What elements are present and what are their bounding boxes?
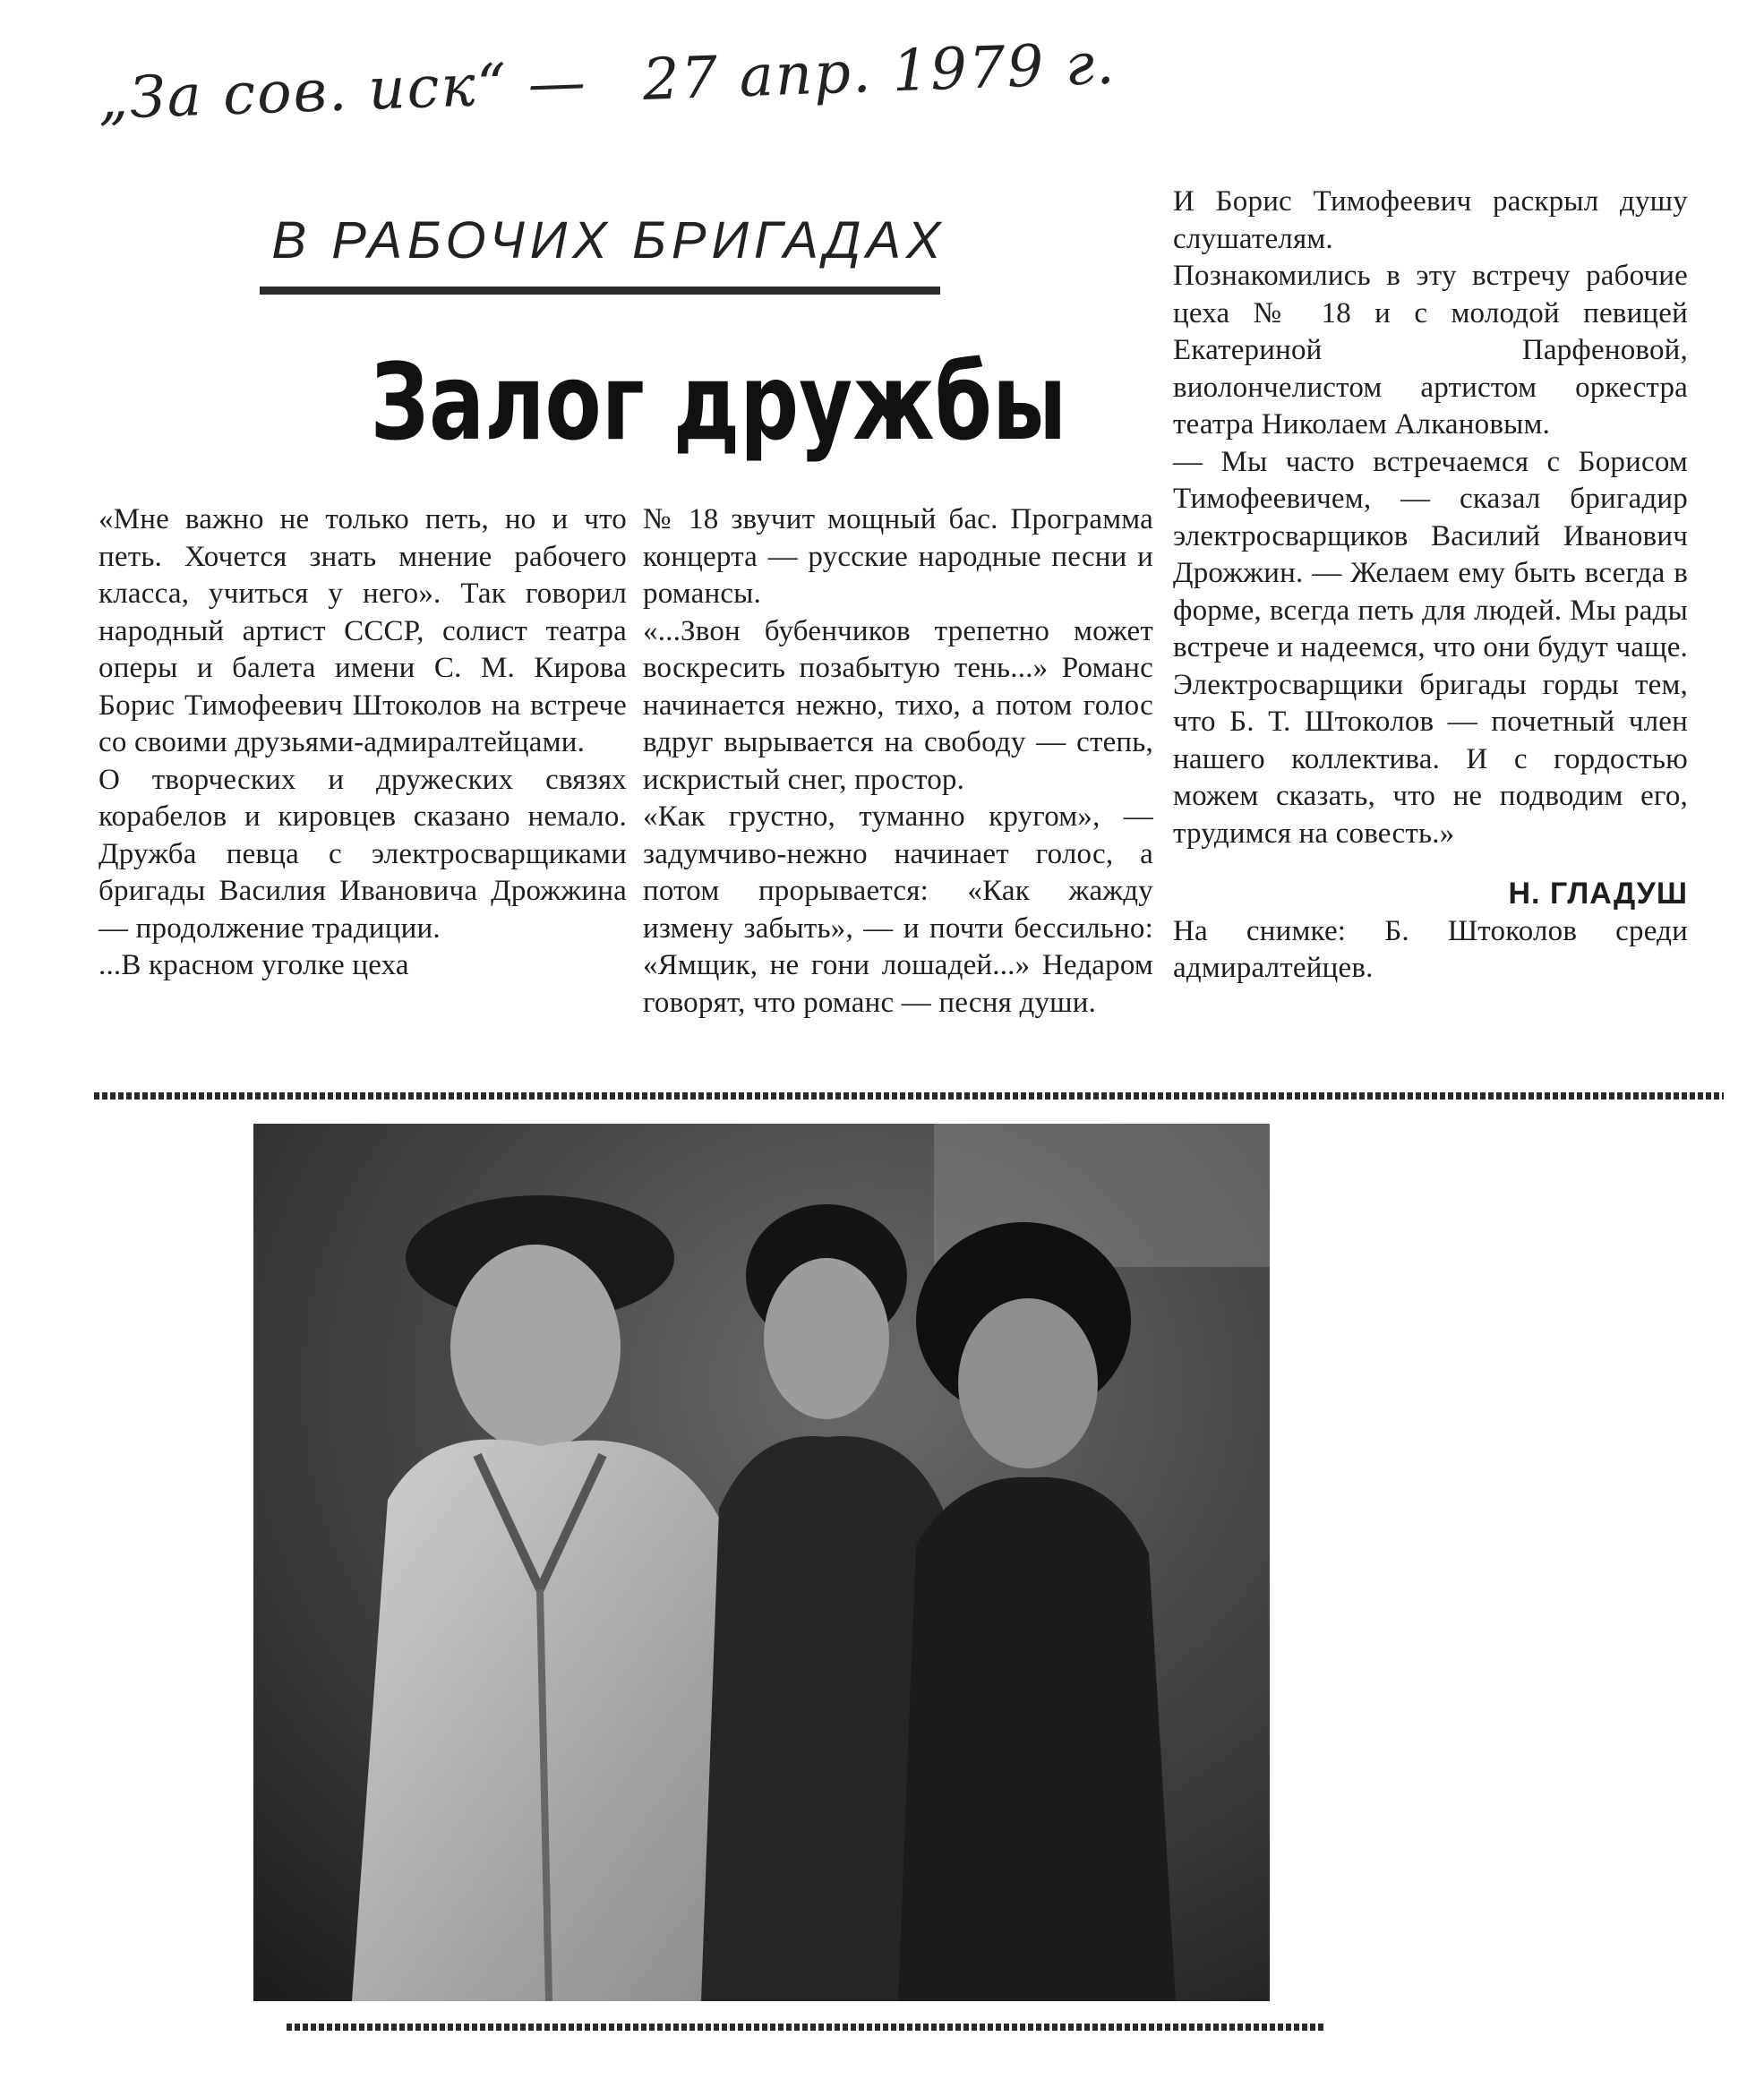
- photo-caption: На снимке: Б. Штоколов среди адмиралтейцев.: [1173, 914, 1688, 984]
- paragraph: О творческих и дружеских связях корабелов и кировцев сказано немало. Дружба певца с электросварщиками бригады Василия Ивановича Дрожжина — продолжение традиции.: [98, 763, 627, 945]
- author-signature: Н. ГЛАДУШ: [1508, 877, 1688, 911]
- article-headline: Залог дружбы: [370, 340, 1067, 464]
- paragraph: «...Звон бубенчиков трепетно может воскресить позабытую тень...» Романс начинается нежно, тихо, а потом голос вдруг вырывается на свободу — степь, искристый снег, простор.: [643, 614, 1153, 796]
- paragraph: ...В красном уголке цеха: [98, 949, 409, 981]
- section-rubric: В РАБОЧИХ БРИГАДАХ: [271, 211, 946, 270]
- rubric-underline: [260, 287, 940, 295]
- paragraph: «Мне важно не только петь, но и что петь. Хочется знать мнение рабочего класса, учиться у него». Так говорил народный артист СССР, солист театра оперы и балета имени С. М. Кирова Борис Тимофеевич Штоколов на встрече со своими друзьями-адмиралтейцами.: [98, 503, 627, 758]
- article-column-2: [643, 501, 1153, 1022]
- article-column-3: [1173, 184, 1688, 988]
- paragraph: И Борис Тимофеевич раскрыл душу слушателям.: [1173, 185, 1688, 255]
- handwritten-source: „За сов. иск“ —: [97, 49, 588, 133]
- handwritten-date: 27 апр. 1979 г.: [641, 30, 1117, 114]
- handwritten-note: [97, 30, 1117, 165]
- paragraph: «Как грустно, туманно кругом», — задумчиво-нежно начинает голос, а потом прорывается: «Как жажду измену забыть», — и почти бессильно: «Ямщик, не гони лошадей...» Недаром говорят, что романс — песня души.: [643, 800, 1153, 1019]
- article-photo: [253, 1124, 1270, 2001]
- clipping-edge-top: [94, 1092, 1724, 1100]
- photo-illustration: [253, 1124, 1270, 2001]
- paragraph: № 18 звучит мощный бас. Программа концерта — русские народные песни и романсы.: [643, 503, 1153, 610]
- paragraph: — Мы часто встречаемся с Борисом Тимофеевичем, — сказал бригадир электросварщиков Василий Иванович Дрожжин. — Желаем ему быть всегда в форме, всегда петь для людей. Мы рады встрече и надеемся, что они будут чаще. Электросварщики бригады горды тем, что Б. Т. Штоколов — почетный член нашего коллектива. И с гордостью можем сказать, что не подводим его, трудимся на совесть.»: [1173, 445, 1688, 850]
- clipping-edge-bottom: [287, 2024, 1325, 2031]
- article-column-1: [98, 501, 627, 985]
- paragraph: Познакомились в эту встречу рабочие цеха № 18 и с молодой певицей Екатериной Парфеновой, виолончелистом артистом оркестра театра Николаем Алкановым.: [1173, 260, 1688, 441]
